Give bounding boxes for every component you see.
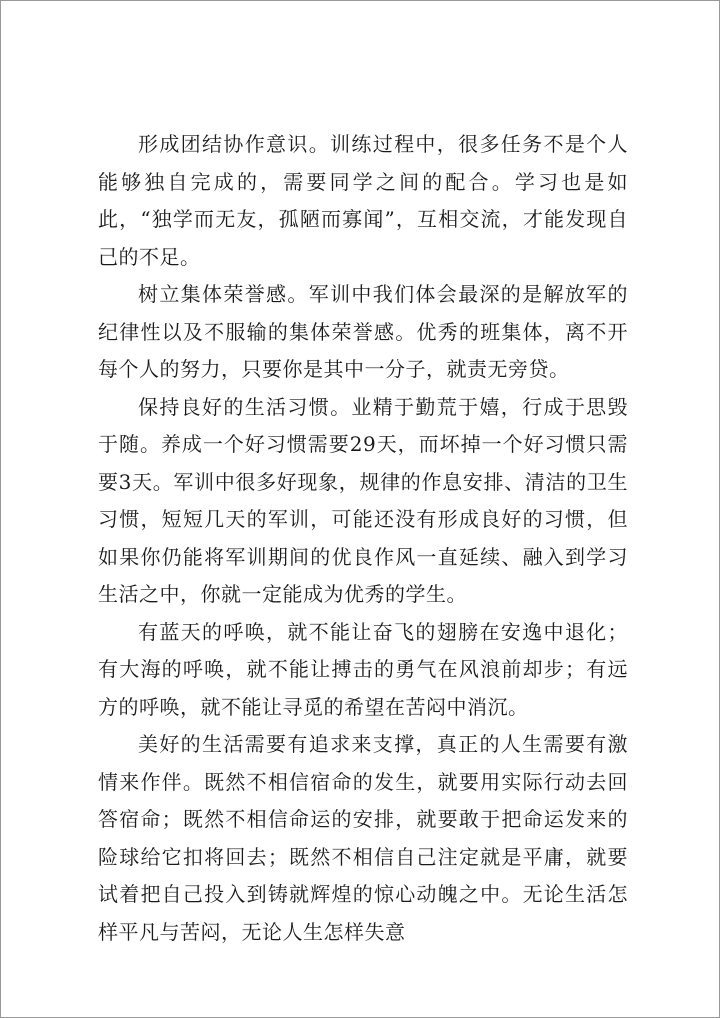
paragraph-good-habits: 保持良好的生活习惯。业精于勤荒于嬉，行成于思毁于随。养成一个好习惯需要29天，而坏掉一个好习惯只需要3天。军训中很多好现象，规律的作息安排、清洁的卫生习惯，短短几天的军训，可能还没有形成良好的习惯，但如果你仍能将军训期间的优良作风一直延续、融入到学习生活之中，你就一定能成为优秀的学生。 (98, 394, 628, 606)
paragraph-calling: 有蓝天的呼唤，就不能让奋飞的翅膀在安逸中退化；有大海的呼唤，就不能让搏击的勇气在风浪前却步；有远方的呼唤，就不能让寻觅的希望在苦闷中消沉。 (98, 619, 628, 719)
paragraph-collective-honor: 树立集体荣誉感。军训中我们体会最深的是解放军的纪律性以及不服输的集体荣誉感。优秀的班集体，离不开每个人的努力，只要你是其中一分子，就责无旁贷。 (98, 282, 628, 381)
paragraph-teamwork: 形成团结协作意识。训练过程中，很多任务不是个人能够独自完成的，需要同学之间的配合。学习也是如此，“独学而无友，孤陋而寡闻”，互相交流，才能发现自己的不足。 (98, 132, 628, 269)
paragraph-beautiful-life: 美好的生活需要有追求来支撑，真正的人生需要有激情来作伴。既然不相信宿命的发生，就要用实际行动去回答宿命；既然不相信命运的安排，就要敢于把命运发来的险球给它扣将回去；既然不相信自己注定就是平庸，就要试着把自己投入到铸就辉煌的惊心动魄之中。无论生活怎样平凡与苦闷，无论人生怎样失意 (98, 732, 628, 944)
document-body (98, 126, 628, 951)
